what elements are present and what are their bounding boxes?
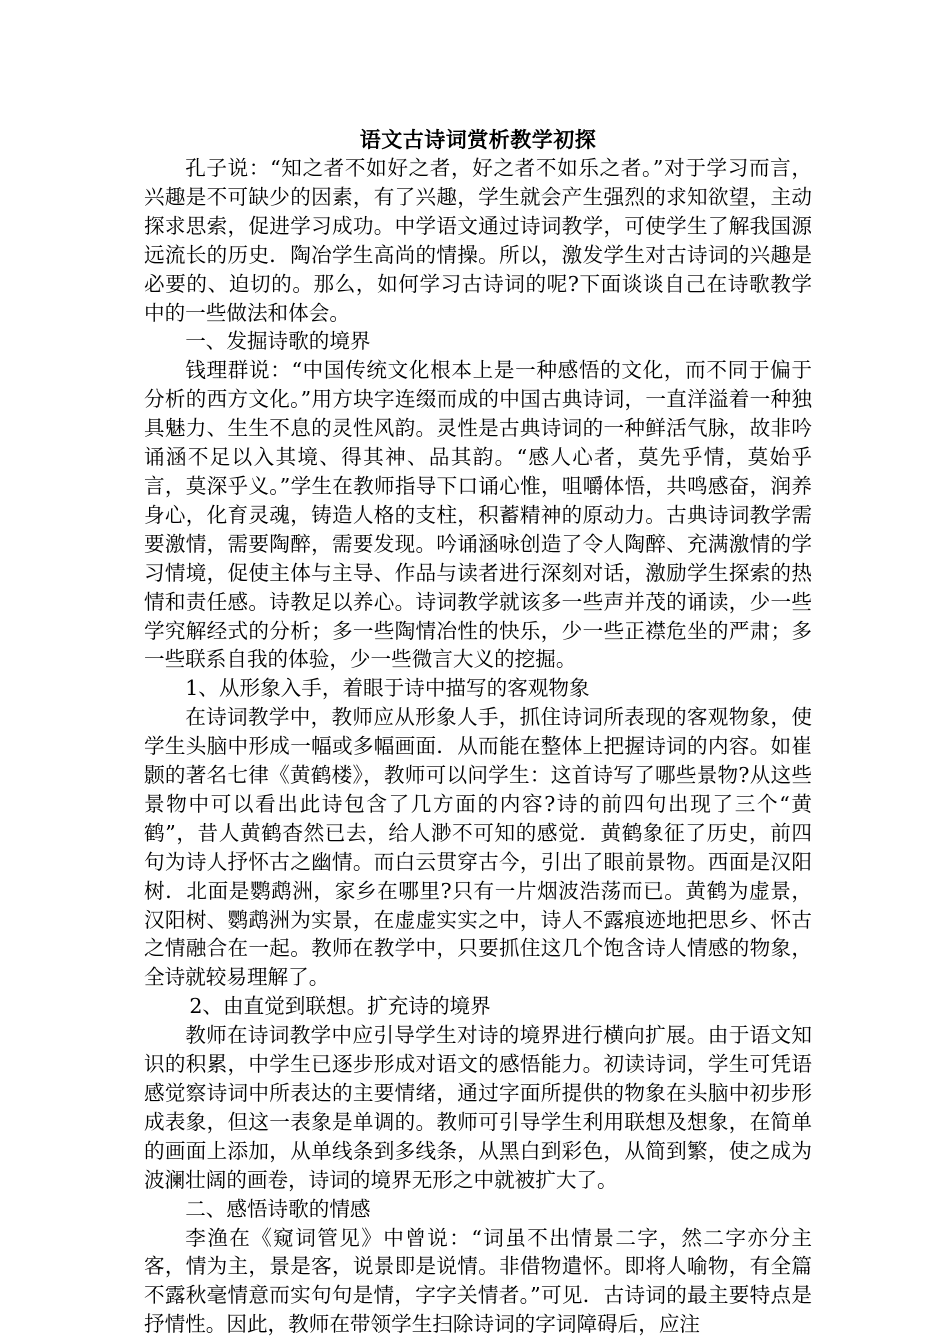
section-heading-1: 一、发掘诗歌的境界	[185, 329, 371, 354]
subsection-heading-1-1: 1、从形象入手，着眼于诗中描写的客观物象	[185, 676, 590, 701]
page-title: 语文古诗词赏析教学初探	[359, 127, 597, 152]
paragraph-section-1: 钱理群说：“中国传统文化根本上是一种感悟的文化，而不同于偏于分析的西方文化。”用方块字连缀而成的中国古典诗词，一直洋溢着一种独具魅力、生生不息的灵性风韵。灵性是古典诗词的一种鲜活气脉，故非吟诵涵不足以入其境、得其神、品其韵。“感人心者，莫先乎情，莫始乎言，莫深乎义。”学生在教师指导下口诵心惟，咀嚼体悟，共鸣感奋，润养身心，化育灵魂，铸造人格的支柱，积蓄精神的原动力。古典诗词教学需要激情，需要陶醉，需要发现。吟诵涵咏创造了令人陶醉、充满激情的学习情境，促使主体与主导、作品与读者进行深刻对话，激励学生探索的热情和责任感。诗教足以养心。诗词教学就该多一些声并茂的诵读，少一些学究解经式的分析；多一些陶情冶性的快乐，少一些正襟危坐的严肃；多一些联系自我的体验，少一些微言大义的挖掘。	[144, 358, 812, 672]
paragraph-intro: 孔子说：“知之者不如好之者，好之者不如乐之者。”对于学习而言，兴趣是不可缺少的因素，有了兴趣，学生就会产生强烈的求知欲望，主动探求思索，促进学习成功。中学语文通过诗词教学，可使学生了解我国源远流长的历史．陶冶学生高尚的情操。所以，激发学生对古诗词的兴趣是必要的、迫切的。那么，如何学习古诗词的呢?下面谈谈自己在诗歌教学中的一些做法和体会。	[144, 156, 812, 325]
section-heading-2: 二、感悟诗歌的情感	[185, 1196, 371, 1221]
document-page	[144, 126, 812, 1339]
paragraph-section-2: 李渔在《窥词管见》中曾说：“词虽不出情景二字，然二字亦分主客，情为主，景是客，说景即是说情。非借物遣怀。即将人喻物，有全篇不露秋毫情意而实句句是情，字字关情者。”可见．古诗词的最主要特点是抒情性。因此，教师在带领学生扫除诗词的字词障碍后，应注	[144, 1225, 812, 1337]
subsection-heading-1-2: 2、由直觉到联想。扩充诗的境界	[189, 994, 491, 1019]
paragraph-subsection-1-1: 在诗词教学中，教师应从形象人手，抓住诗词所表现的客观物象，使学生头脑中形成一幅或多幅画面．从而能在整体上把握诗词的内容。如崔颢的著名七律《黄鹤楼》，教师可以问学生：这首诗写了哪些景物?从这些景物中可以看出此诗包含了几方面的内容?诗的前四句出现了三个“黄鹤”，昔人黄鹤杳然已去，给人渺不可知的感觉．黄鹤象征了历史，前四句为诗人抒怀古之幽情。而白云贯穿古今，引出了眼前景物。西面是汉阳树．北面是鹦鹉洲，家乡在哪里?只有一片烟波浩荡而已。黄鹤为虚景，汉阳树、鹦鹉洲为实景，在虚虚实实之中，诗人不露痕迹地把思乡、怀古之情融合在一起。教师在教学中，只要抓住这几个饱含诗人情感的物象，全诗就较易理解了。	[144, 705, 812, 990]
paragraph-subsection-1-2: 教师在诗词教学中应引导学生对诗的境界进行横向扩展。由于语文知识的积累，中学生已逐步形成对语文的感悟能力。初读诗词，学生可凭语感觉察诗词中所表达的主要情绪，通过字面所提供的物象在头脑中初步形成表象，但这一表象是单调的。教师可引导学生利用联想及想象，在简单的画面上添加，从单线条到多线条，从黑白到彩色，从简到繁，使之成为波澜壮阔的画卷，诗词的境界无形之中就被扩大了。	[144, 1023, 812, 1192]
